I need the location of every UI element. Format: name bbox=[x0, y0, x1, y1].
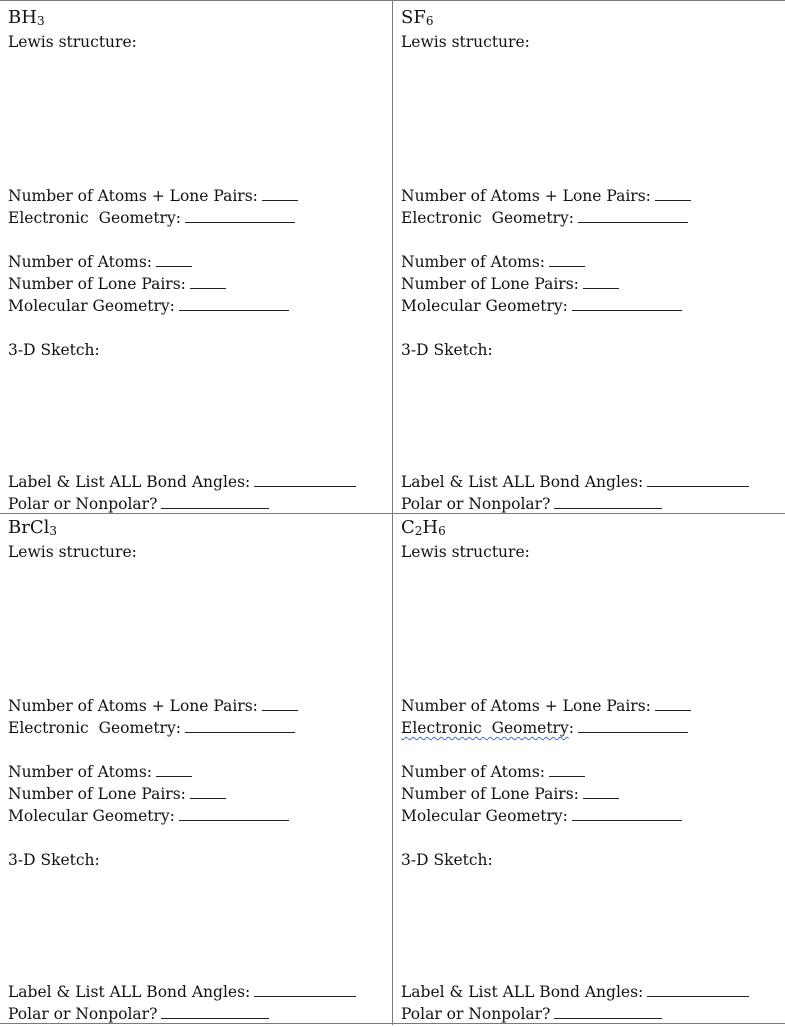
answer-blank[interactable] bbox=[185, 209, 295, 223]
sketch-label: 3-D Sketch: bbox=[8, 851, 100, 869]
molecular-geometry-line[interactable]: Molecular Geometry: bbox=[401, 296, 682, 316]
answer-blank[interactable] bbox=[549, 253, 585, 267]
atoms-lone-pairs-line[interactable]: Number of Atoms + Lone Pairs: bbox=[8, 696, 298, 716]
answer-blank[interactable] bbox=[254, 983, 356, 997]
polarity-line[interactable]: Polar or Nonpolar? bbox=[401, 494, 662, 514]
lewis-structure-label: Lewis structure: bbox=[8, 543, 137, 561]
answer-blank[interactable] bbox=[549, 763, 585, 777]
answer-blank[interactable] bbox=[572, 297, 682, 311]
atoms-lone-pairs-line[interactable]: Number of Atoms + Lone Pairs: bbox=[401, 186, 691, 206]
bond-angles-line[interactable]: Label & List ALL Bond Angles: bbox=[401, 472, 749, 492]
answer-blank[interactable] bbox=[254, 473, 356, 487]
answer-blank[interactable] bbox=[190, 275, 226, 289]
answer-blank[interactable] bbox=[655, 697, 691, 711]
number-of-lone-pairs-line[interactable]: Number of Lone Pairs: bbox=[8, 274, 226, 294]
answer-blank[interactable] bbox=[156, 253, 192, 267]
answer-blank[interactable] bbox=[262, 697, 298, 711]
answer-blank[interactable] bbox=[655, 187, 691, 201]
molecular-geometry-line[interactable]: Molecular Geometry: bbox=[8, 296, 289, 316]
sketch-label: 3-D Sketch: bbox=[401, 851, 493, 869]
cell-bh3 bbox=[8, 7, 393, 517]
sketch-label: 3-D Sketch: bbox=[401, 341, 493, 359]
molecule-formula: $BH_3$ bbox=[8, 7, 45, 28]
bond-angles-line[interactable]: Label & List ALL Bond Angles: bbox=[8, 472, 356, 492]
answer-blank[interactable] bbox=[647, 473, 749, 487]
answer-blank[interactable] bbox=[578, 719, 688, 733]
number-of-lone-pairs-line[interactable]: Number of Lone Pairs: bbox=[401, 274, 619, 294]
answer-blank[interactable] bbox=[262, 187, 298, 201]
bond-angles-line[interactable]: Label & List ALL Bond Angles: bbox=[401, 982, 749, 1002]
polarity-line[interactable]: Polar or Nonpolar? bbox=[401, 1004, 662, 1024]
answer-blank[interactable] bbox=[554, 495, 662, 509]
lewis-structure-label: Lewis structure: bbox=[401, 33, 530, 51]
number-of-atoms-line[interactable]: Number of Atoms: bbox=[8, 252, 192, 272]
molecular-geometry-line[interactable]: Molecular Geometry: bbox=[8, 806, 289, 826]
molecule-formula: $C_2H_6$ bbox=[401, 517, 446, 538]
answer-blank[interactable] bbox=[578, 209, 688, 223]
electronic-geometry-line[interactable]: Electronic Geometry: bbox=[8, 208, 295, 228]
answer-blank[interactable] bbox=[161, 495, 269, 509]
number-of-lone-pairs-line[interactable]: Number of Lone Pairs: bbox=[401, 784, 619, 804]
atoms-lone-pairs-line[interactable]: Number of Atoms + Lone Pairs: bbox=[401, 696, 691, 716]
atoms-lone-pairs-line[interactable]: Number of Atoms + Lone Pairs: bbox=[8, 186, 298, 206]
electronic-geometry-line[interactable]: Electronic Geometry: bbox=[401, 718, 688, 738]
answer-blank[interactable] bbox=[554, 1005, 662, 1019]
answer-blank[interactable] bbox=[647, 983, 749, 997]
answer-blank[interactable] bbox=[583, 785, 619, 799]
number-of-atoms-line[interactable]: Number of Atoms: bbox=[401, 762, 585, 782]
answer-blank[interactable] bbox=[190, 785, 226, 799]
number-of-atoms-line[interactable]: Number of Atoms: bbox=[8, 762, 192, 782]
number-of-lone-pairs-line[interactable]: Number of Lone Pairs: bbox=[8, 784, 226, 804]
answer-blank[interactable] bbox=[572, 807, 682, 821]
answer-blank[interactable] bbox=[161, 1005, 269, 1019]
cell-sf6 bbox=[401, 7, 785, 517]
answer-blank[interactable] bbox=[583, 275, 619, 289]
molecule-formula: $SF_6$ bbox=[401, 7, 434, 28]
bond-angles-line[interactable]: Label & List ALL Bond Angles: bbox=[8, 982, 356, 1002]
cell-c2h6 bbox=[401, 517, 785, 1027]
answer-blank[interactable] bbox=[179, 297, 289, 311]
polarity-line[interactable]: Polar or Nonpolar? bbox=[8, 494, 269, 514]
number-of-atoms-line[interactable]: Number of Atoms: bbox=[401, 252, 585, 272]
answer-blank[interactable] bbox=[156, 763, 192, 777]
spellcheck-underlined-text: Electronic Geometry bbox=[401, 719, 569, 737]
molecular-geometry-line[interactable]: Molecular Geometry: bbox=[401, 806, 682, 826]
answer-blank[interactable] bbox=[179, 807, 289, 821]
lewis-structure-label: Lewis structure: bbox=[401, 543, 530, 561]
answer-blank[interactable] bbox=[185, 719, 295, 733]
polarity-line[interactable]: Polar or Nonpolar? bbox=[8, 1004, 269, 1024]
molecule-formula: BrCl$_3$ bbox=[8, 517, 58, 538]
electronic-geometry-line[interactable]: Electronic Geometry: bbox=[401, 208, 688, 228]
cell-brcl3 bbox=[8, 517, 393, 1027]
electronic-geometry-line[interactable]: Electronic Geometry: bbox=[8, 718, 295, 738]
lewis-structure-label: Lewis structure: bbox=[8, 33, 137, 51]
sketch-label: 3-D Sketch: bbox=[8, 341, 100, 359]
